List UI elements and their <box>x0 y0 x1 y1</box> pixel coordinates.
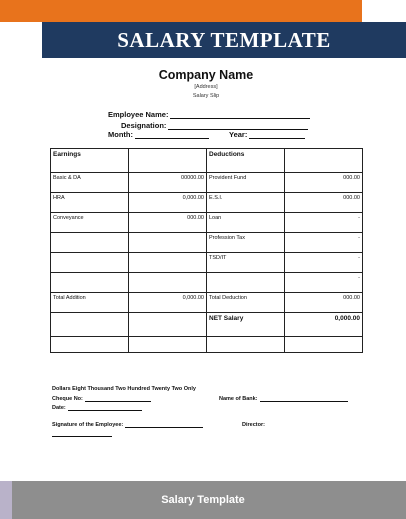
earning-amount[interactable] <box>129 253 207 273</box>
table-row <box>51 253 363 273</box>
month-line[interactable] <box>135 131 209 139</box>
signature-field[interactable] <box>52 422 203 428</box>
year-field[interactable] <box>229 130 305 139</box>
footer-title: Salary Template <box>161 494 245 506</box>
orange-accent-bar <box>0 0 362 22</box>
empty-cell <box>129 313 207 337</box>
director-signature-line[interactable] <box>52 436 112 437</box>
net-salary-amount[interactable]: 0,000.00 <box>285 313 363 337</box>
cheque-label: Cheque No: <box>52 396 83 402</box>
net-salary-row <box>51 313 363 337</box>
signature-label: Signature of the Employee: <box>52 422 124 428</box>
earning-amount[interactable]: 00000.00 <box>129 173 207 193</box>
total-row <box>51 293 363 313</box>
bank-line[interactable] <box>260 396 348 402</box>
earning-label: Conveyance <box>51 213 129 233</box>
net-salary-label: NET Salary <box>207 313 285 337</box>
date-line[interactable] <box>68 405 142 411</box>
director-label: Director: <box>242 422 265 428</box>
earning-amount[interactable]: 0,000.00 <box>129 193 207 213</box>
year-line[interactable] <box>249 131 305 139</box>
salary-table <box>50 148 363 353</box>
deduction-label: TSD/IT <box>207 253 285 273</box>
slip-subtitle: Salary Slip <box>192 93 220 99</box>
deductions-header: Deductions <box>207 149 285 173</box>
designation-line[interactable] <box>168 122 308 130</box>
cheque-line[interactable] <box>85 396 151 402</box>
table-row <box>51 273 363 293</box>
empty-cell <box>51 337 129 353</box>
earning-amount[interactable]: 000.00 <box>129 213 207 233</box>
earnings-amount-header <box>129 149 207 173</box>
earning-label <box>51 253 129 273</box>
deduction-amount[interactable]: - <box>285 253 363 273</box>
company-name: Company Name <box>158 68 254 82</box>
earning-label <box>51 233 129 253</box>
deduction-amount[interactable]: 000.00 <box>285 193 363 213</box>
earning-label: Basic & DA <box>51 173 129 193</box>
deductions-amount-header <box>285 149 363 173</box>
deduction-label: Profession Tax <box>207 233 285 253</box>
table-row <box>51 173 363 193</box>
month-label: Month: <box>108 130 133 139</box>
deduction-amount[interactable]: - <box>285 233 363 253</box>
bank-field[interactable] <box>219 396 348 402</box>
deduction-amount[interactable]: - <box>285 273 363 293</box>
total-addition-amount[interactable]: 0,000.00 <box>129 293 207 313</box>
total-addition-label: Total Addition <box>51 293 129 313</box>
employee-name-field[interactable] <box>108 110 310 119</box>
earning-amount[interactable] <box>129 233 207 253</box>
date-label: Date: <box>52 405 66 411</box>
total-deduction-label: Total Deduction <box>207 293 285 313</box>
empty-cell <box>129 337 207 353</box>
cheque-field[interactable] <box>52 396 151 402</box>
earning-label: HRA <box>51 193 129 213</box>
table-header-row <box>51 149 363 173</box>
bank-label: Name of Bank: <box>219 396 258 402</box>
date-field[interactable] <box>52 405 142 411</box>
deduction-label: Loan <box>207 213 285 233</box>
company-address: [Address] <box>194 84 218 90</box>
deduction-amount[interactable]: - <box>285 213 363 233</box>
empty-cell <box>51 313 129 337</box>
year-label: Year: <box>229 130 248 139</box>
page-title: SALARY TEMPLATE <box>117 27 331 52</box>
employee-name-line[interactable] <box>170 111 310 119</box>
table-row <box>51 337 363 353</box>
table-row <box>51 193 363 213</box>
empty-cell <box>285 337 363 353</box>
table-row <box>51 213 363 233</box>
deduction-label <box>207 273 285 293</box>
table-row <box>51 233 363 253</box>
deduction-amount[interactable]: 000.00 <box>285 173 363 193</box>
employee-name-label: Employee Name: <box>108 110 169 119</box>
page-title-banner <box>42 22 406 58</box>
month-field[interactable] <box>108 130 209 139</box>
earnings-header: Earnings <box>51 149 129 173</box>
deduction-label: Provident Fund <box>207 173 285 193</box>
earning-label <box>51 273 129 293</box>
total-deduction-amount[interactable]: 000.00 <box>285 293 363 313</box>
signature-line[interactable] <box>125 422 203 428</box>
designation-field[interactable] <box>121 121 308 130</box>
amount-in-words: Dollars Eight Thousand Two Hundred Twenty Two Only <box>52 386 196 392</box>
earning-amount[interactable] <box>129 273 207 293</box>
designation-label: Designation: <box>121 121 167 130</box>
empty-cell <box>207 337 285 353</box>
deduction-label: E.S.I. <box>207 193 285 213</box>
